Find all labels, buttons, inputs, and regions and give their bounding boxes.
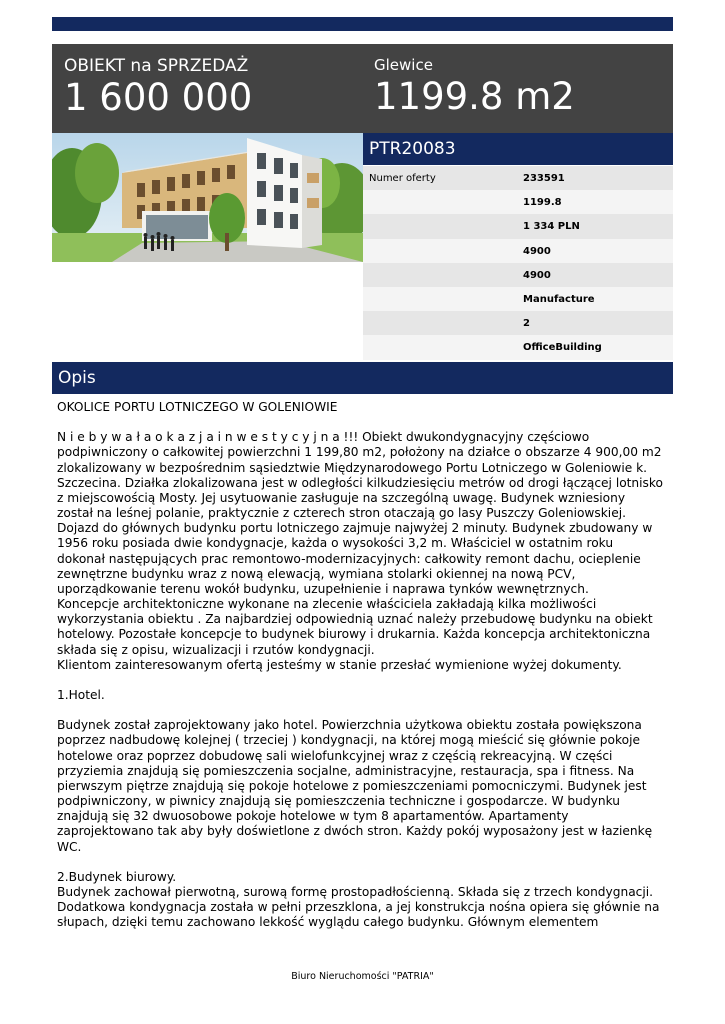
details-value: Manufacture [523,293,595,305]
details-row [363,190,673,214]
details-row [363,166,673,190]
building-illustration [52,133,363,262]
details-row [363,263,673,287]
details-label: Numer oferty [369,173,436,184]
details-value: 2 [523,318,530,330]
header-right [374,55,575,119]
offer-type-label: OBIEKT na SPRZEDAŻ [64,56,249,76]
details-table [363,166,673,360]
reference-number: PTR20083 [369,139,456,159]
details-value: 233591 [523,173,565,184]
header-left [64,56,252,120]
details-row [363,287,673,311]
details-value: 4900 [523,245,551,257]
details-row [363,335,673,359]
description-text: OKOLICE PORTU LOTNICZEGO W GOLENIOWIE N i e b y w a ł a o k a z j a i n w e s t y c y j n a !!! Obiekt dwukondygnacyjny częściowo podpiwniczony o całkowitej powierzchni 1 199,80 m2, położony na działce o obszarze 4 900,00 m2 zlokalizowany w bezpośrednim sąsiedztwie Międzynarodowego Portu Lotniczego w Goleniowie k. Szczecina. Działka zlokalizowana jest w odległości kilkudziesięciu metrów od drogi łączącej lotnisko z miejscowością Mosty. Jej usytuowanie zasługuje na szczególną uwagę. Budynek wzniesiony został na leśnej polanie, praktycznie z czterech stron otaczają go lasy Puszczy Goleniowskiej. Dojazd do głównych budynku portu lotniczego zajmuje najwyżej 2 minuty. Budynek zbudowany w 1956 roku posiada dwie kondygnacje, każda o wysokości 3,2 m. Właściciel w ostatnim roku dokonał następujących prac remontowo-modernizacyjnych: całkowity remont dachu, ocieplenie zewnętrzne budynku wraz z nową elewacją, wymiana stolarki okiennej na nową PCV, uporządkowanie terenu wokół budynku, uzupełnienie i naprawa tynków wewnętrznych. Koncepcje architektoniczne wykonane na zlecenie właściciela zakładają kilka możliwości wykorzystania obiektu . Za najbardziej odpowiednią uznać należy przebudowę budynku na obiekt hotelowy. Pozostałe koncepcje to budynek biurowy i drukarnia. Każda koncepcja architektoniczna składa się z opisu, wizualizacji i rzutów kondygnacji. Klientom zainteresowanym ofertą jesteśmy w stanie przesłać wymienione wyżej dokumenty. 1.Hotel. Budynek został zaprojektowany jako hotel. Powierzchnia użytkowa obiektu została powiększona poprzez nadbudowę kolejnej ( trzeciej ) kondygnacji, na której mogą mieścić się głównie pokoje hotelowe oraz poprzez dobudowę sali wielofunkcyjnej wraz z częścią rekreacyjną. W części przyziemia znajdują się pomieszczenia socjalne, administracyjne, restauracja, spa i fitness. Na pierwszym piętrze znajdują się pokoje hotelowe z pomieszczeniami pomocniczymi. Budynek jest podpiwniczony, w piwnicy znajdują się pomieszczenia techniczne i gospodarcze. W budynku znajdują się 32 dwuosobowe pokoje hotelowe w tym 8 apartamentów. Apartamenty zaprojektowano tak aby były doświetlone z dwóch stron. Każdy pokój wyposażony jest w łazienkę WC. 2.Budynek biurowy. Budynek zachował pierwotną, surową formę prostopadłościenną. Składa się z trzech kondygnacji. Dodatkowa kondygnacja została w pełni przeszklona, a jej konstrukcja nośna opiera się głównie na słupach, dzięki temu zachowano lekkość wyglądu całego budynku. Głównym elementem [57,400,663,930]
details-value: 4900 [523,269,551,281]
details-row [363,214,673,238]
top-accent-bar [52,17,673,31]
offer-city: Glewice [374,56,433,74]
details-value: 1199.8 [523,197,562,209]
offer-price: 1 600 000 [64,76,253,119]
details-value: 1 334 PLN [523,221,580,233]
details-value: OfficeBuilding [523,342,602,354]
reference-bar [363,133,673,165]
offer-area: 1199.8 m2 [374,75,575,118]
details-row [363,311,673,335]
offer-header [52,44,673,133]
details-row [363,239,673,263]
property-photo [52,133,363,262]
section-title: Opis [58,368,96,388]
footer-agency-name: Biuro Nieruchomości "PATRIA" [291,971,434,982]
description-section-header [52,362,673,394]
